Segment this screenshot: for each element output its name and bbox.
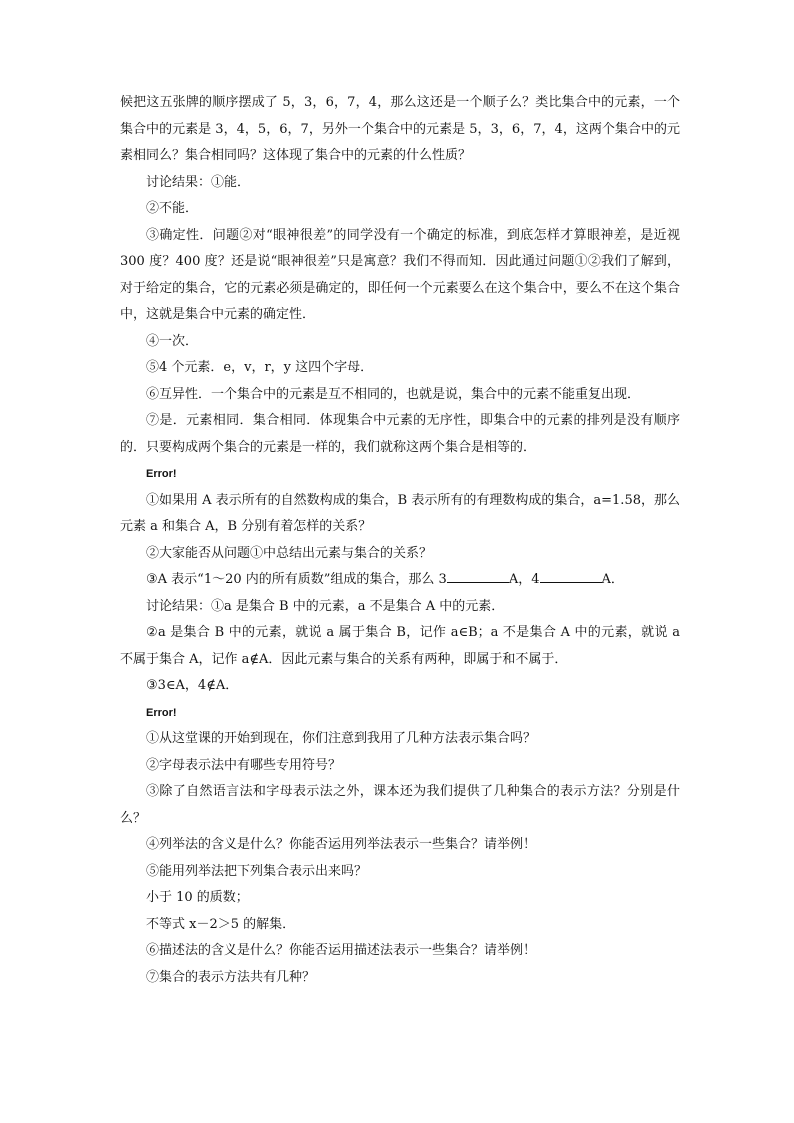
answer-symbols: ③3∈A，4∉A．: [146, 678, 239, 693]
answer-belongs: ②a 是集合 B 中的元素，就说 a 属于集合 B，记作 a∈B；a 不是集合 A 中的元素，就说 a 不属于集合 A，记作 a∉A．因此元素与集合的关系有两种，即属于和不属于．: [120, 625, 680, 667]
answer-6-distinctness: ⑥互异性．一个集合中的元素是互不相同的，也就是说，集合中的元素不能重复出现．: [146, 386, 641, 402]
question-list-sets: ⑤能用列举法把下列集合表示出来吗？: [146, 863, 368, 879]
item-inequality: 不等式 x－2＞5 的解集．: [146, 916, 296, 932]
question-symbols: ②字母表示法中有哪些专用符号？: [146, 757, 342, 773]
answer-3-determinacy: ③确定性．问题②对“眼神很差”的同学没有一个确定的标准，到底怎样才算眼神差，是近视 300 度？400 度？还是说“眼神很差”只是寓意？我们不得而知．因此通过问题①②我们了解到，对于给定的集合，它的元素必须是确定的，即任何一个元素要么在这个集合中，要么不在这个集合中，这就是集合中元素的确定性．: [120, 227, 680, 322]
question-primes: [120, 567, 680, 594]
error-marker: Error!: [146, 706, 177, 719]
question-other-methods: ③除了自然语言法和字母表示法之外，课本还为我们提供了几种集合的表示方法？分别是什么？: [120, 784, 680, 826]
answer-blank[interactable]: [447, 570, 509, 583]
question-description-method: ⑥描述法的含义是什么？你能否运用描述法表示一些集合？请举例！: [146, 943, 537, 958]
question-primes-text: ③A 表示“1～20 内的所有质数”组成的集合，那么 3: [146, 572, 447, 587]
question-primes-end: A．: [601, 572, 624, 587]
discussion-result-2: 讨论结果：①a 是集合 B 中的元素，a 不是集合 A 中的元素．: [146, 598, 505, 614]
document-body: [120, 90, 680, 991]
paragraph-poker-analogy: 候把这五张牌的顺序摆成了 5，3，6，7，4，那么这还是一个顺子么？类比集合中的元素，一个集合中的元素是 3，4，5，6，7，另外一个集合中的元素是 5，3，6，7，4，这两个集合中的元素相同么？集合相同吗？这体现了集合中的元素的什么性质？: [120, 95, 680, 163]
question-methods: ①从这堂课的开始到现在，你们注意到我用了几种方法表示集合吗？: [146, 731, 537, 746]
question-summarize: ②大家能否从问题①中总结出元素与集合的关系？: [146, 545, 433, 561]
answer-4: ④一次．: [146, 333, 199, 349]
item-primes-under-10: 小于 10 的质数；: [146, 890, 249, 905]
answer-2: ②不能．: [146, 201, 199, 216]
question-primes-mid: A，4: [508, 572, 540, 587]
answer-7-unordered: ⑦是．元素相同．集合相同．体现集合中元素的无序性，即集合中的元素的排列是没有顺序的．只要构成两个集合的元素是一样的，我们就称这两个集合是相等的．: [120, 413, 680, 455]
question-how-many-methods: ⑦集合的表示方法共有几种？: [146, 969, 316, 985]
question-element-relation: ①如果用 A 表示所有的自然数构成的集合，B 表示所有的有理数构成的集合，a=1.58，那么元素 a 和集合 A，B 分别有着怎样的关系？: [120, 492, 680, 534]
error-marker: Error!: [146, 468, 177, 480]
answer-5: ⑤4 个元素．e，v，r，y 这四个字母．: [146, 360, 374, 375]
question-listing-method: ④列举法的含义是什么？你能否运用列举法表示一些集合？请举例！: [146, 837, 537, 852]
discussion-result-1: 讨论结果：①能．: [146, 174, 251, 190]
answer-blank[interactable]: [540, 570, 602, 583]
